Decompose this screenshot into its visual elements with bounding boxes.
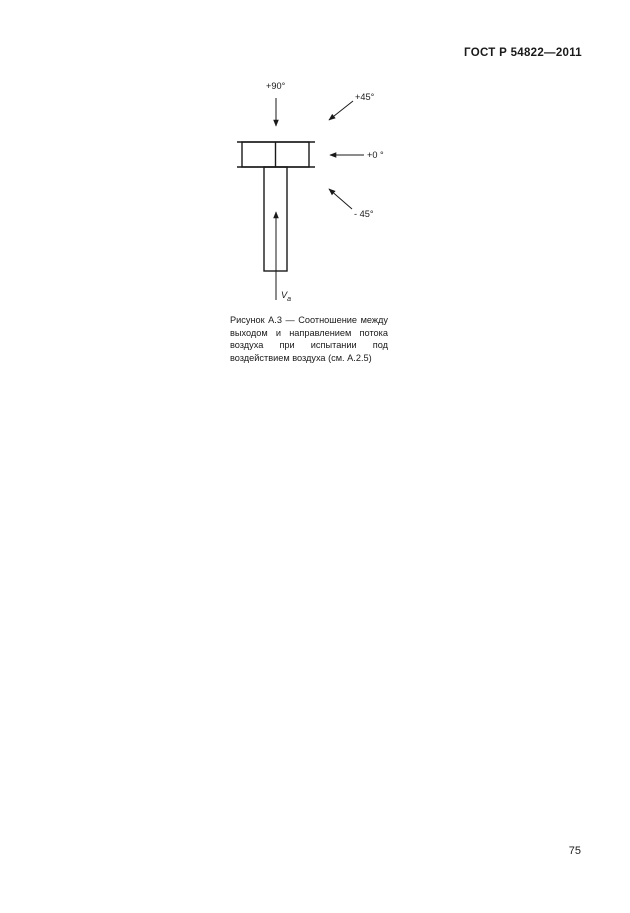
label-velocity [281,290,291,303]
label-zero: +0 ° [367,150,384,160]
arrow-minus-45 [329,189,352,209]
page-number: 75 [568,845,581,857]
label-minus-45: - 45° [354,209,374,219]
velocity-symbol: V [281,290,288,300]
outlet-housing [237,142,315,167]
airflow-diagram [225,70,400,310]
figure-caption: Рисунок А.3 — Соотношение между выходом и направлением потока воздуха при испытании под воздействием воздуха (см. А.2.5) [230,315,388,363]
label-plus-45: +45° [355,92,375,102]
airflow-direction-figure [225,70,400,310]
standard-code-header: ГОСТ Р 54822—2011 [464,47,582,59]
velocity-subscript: a [287,296,292,303]
arrow-plus-45 [329,101,353,120]
label-plus-90: +90° [266,81,286,91]
